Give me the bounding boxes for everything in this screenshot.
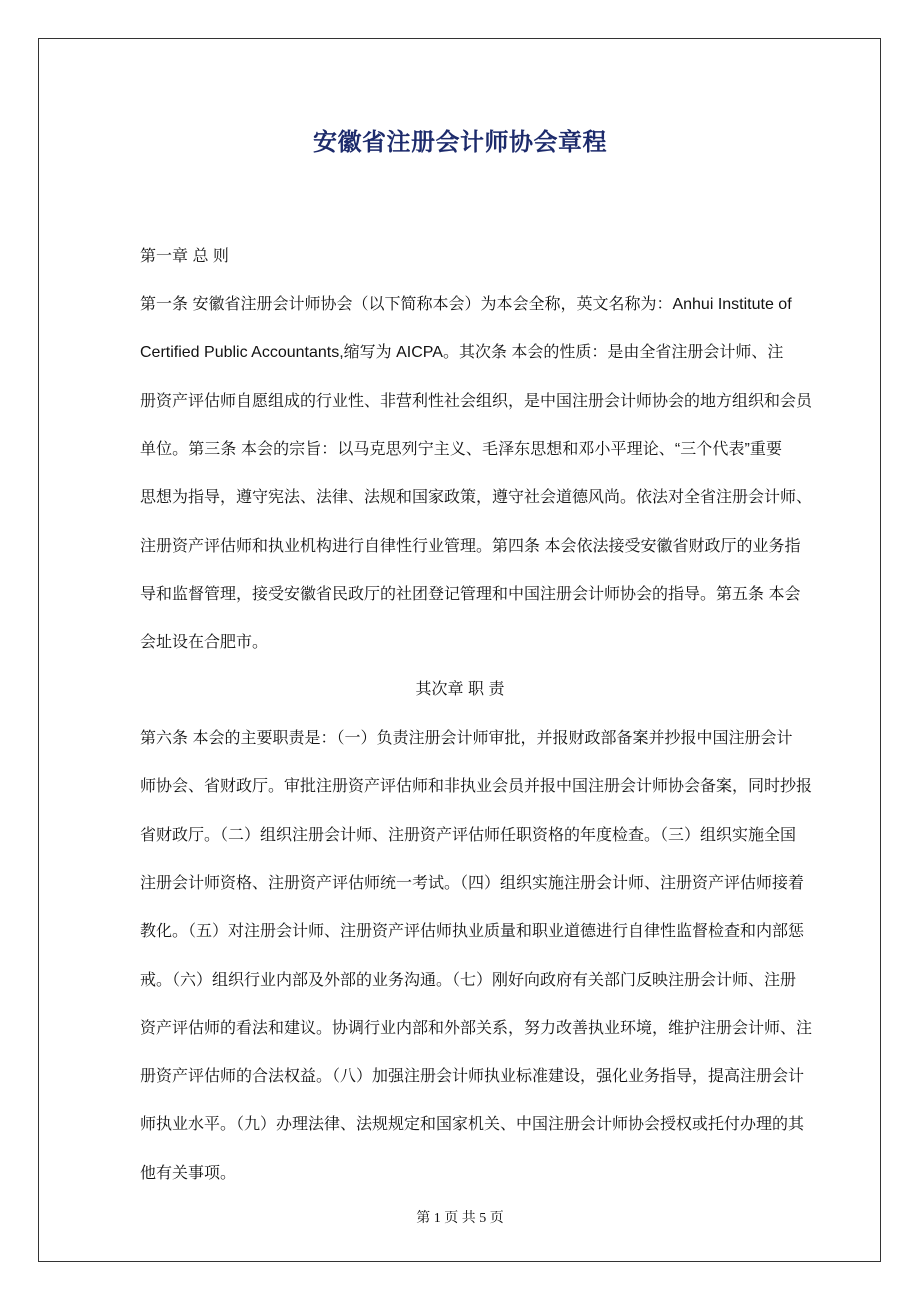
chapter-heading: 第一章 总 则	[140, 248, 229, 265]
paragraph-line: 戒。（六）组织行业内部及外部的业务沟通。（七）刚好向政府有关部门反映注册会计师、注册	[140, 971, 797, 989]
document-title: 安徽省注册会计师协会章程	[313, 129, 607, 156]
paragraph-line: 会址设在合肥市。	[140, 634, 269, 652]
paragraph-line: 注册资产评估师和执业机构进行自律性行业管理。第四条 本会依法接受安徽省财政厅的业务指	[140, 537, 801, 555]
paragraph-line: 第六条 本会的主要职责是：（一）负责注册会计师审批，并报财政部备案并抄报中国注册会计	[140, 730, 793, 747]
page-footer: 第 1 页 共 5 页	[416, 1211, 504, 1226]
paragraph-line: 思想为指导，遵守宪法、法律、法规和国家政策，遵守社会道德风尚。依法对全省注册会计师、	[140, 489, 813, 507]
paragraph-line: 注册会计师资格、注册资产评估师统一考试。（四）组织实施注册会计师、注册资产评估师接着	[140, 874, 805, 892]
chapter-heading: 其次章 职 责	[415, 681, 505, 698]
paragraph-line: 师协会、省财政厅。审批注册资产评估师和非执业会员并报中国注册会计师协会备案，同时抄报	[140, 778, 813, 796]
paragraph-line: 资产评估师的看法和建议。协调行业内部和外部关系，努力改善执业环境，维护注册会计师、注	[140, 1019, 813, 1037]
paragraph-line: 师执业水平。（九）办理法律、法规规定和国家机关、中国注册会计师协会授权或托付办理的其	[140, 1116, 805, 1134]
paragraph-line: 导和监督管理，接受安徽省民政厅的社团登记管理和中国注册会计师协会的指导。第五条 本会	[140, 585, 801, 603]
paragraph-line: 册资产评估师自愿组成的行业性、非营利性社会组织，是中国注册会计师协会的地方组织和会员	[140, 392, 813, 410]
paragraph-line: 省财政厅。（二）组织注册会计师、注册资产评估师任职资格的年度检查。（三）组织实施全国	[140, 826, 797, 844]
paragraph-line: 第一条 安徽省注册会计师协会（以下简称本会）为本会全称，英文名称为：Anhui Institute of	[140, 296, 792, 313]
paragraph-line: 单位。第三条 本会的宗旨：以马克思列宁主义、毛泽东思想和邓小平理论、“三个代表”重要	[140, 440, 782, 458]
paragraph-line: 教化。（五）对注册会计师、注册资产评估师执业质量和职业道德进行自律性监督检查和内部惩	[140, 923, 805, 941]
paragraph-line: 册资产评估师的合法权益。（八）加强注册会计师执业标准建设，强化业务指导，提高注册会计	[140, 1068, 805, 1086]
paragraph-line: 他有关事项。	[140, 1164, 237, 1182]
paragraph-line: Certified Public Accountants,缩写为 AICPA。其次条 本会的性质：是由全省注册会计师、注	[140, 344, 784, 362]
